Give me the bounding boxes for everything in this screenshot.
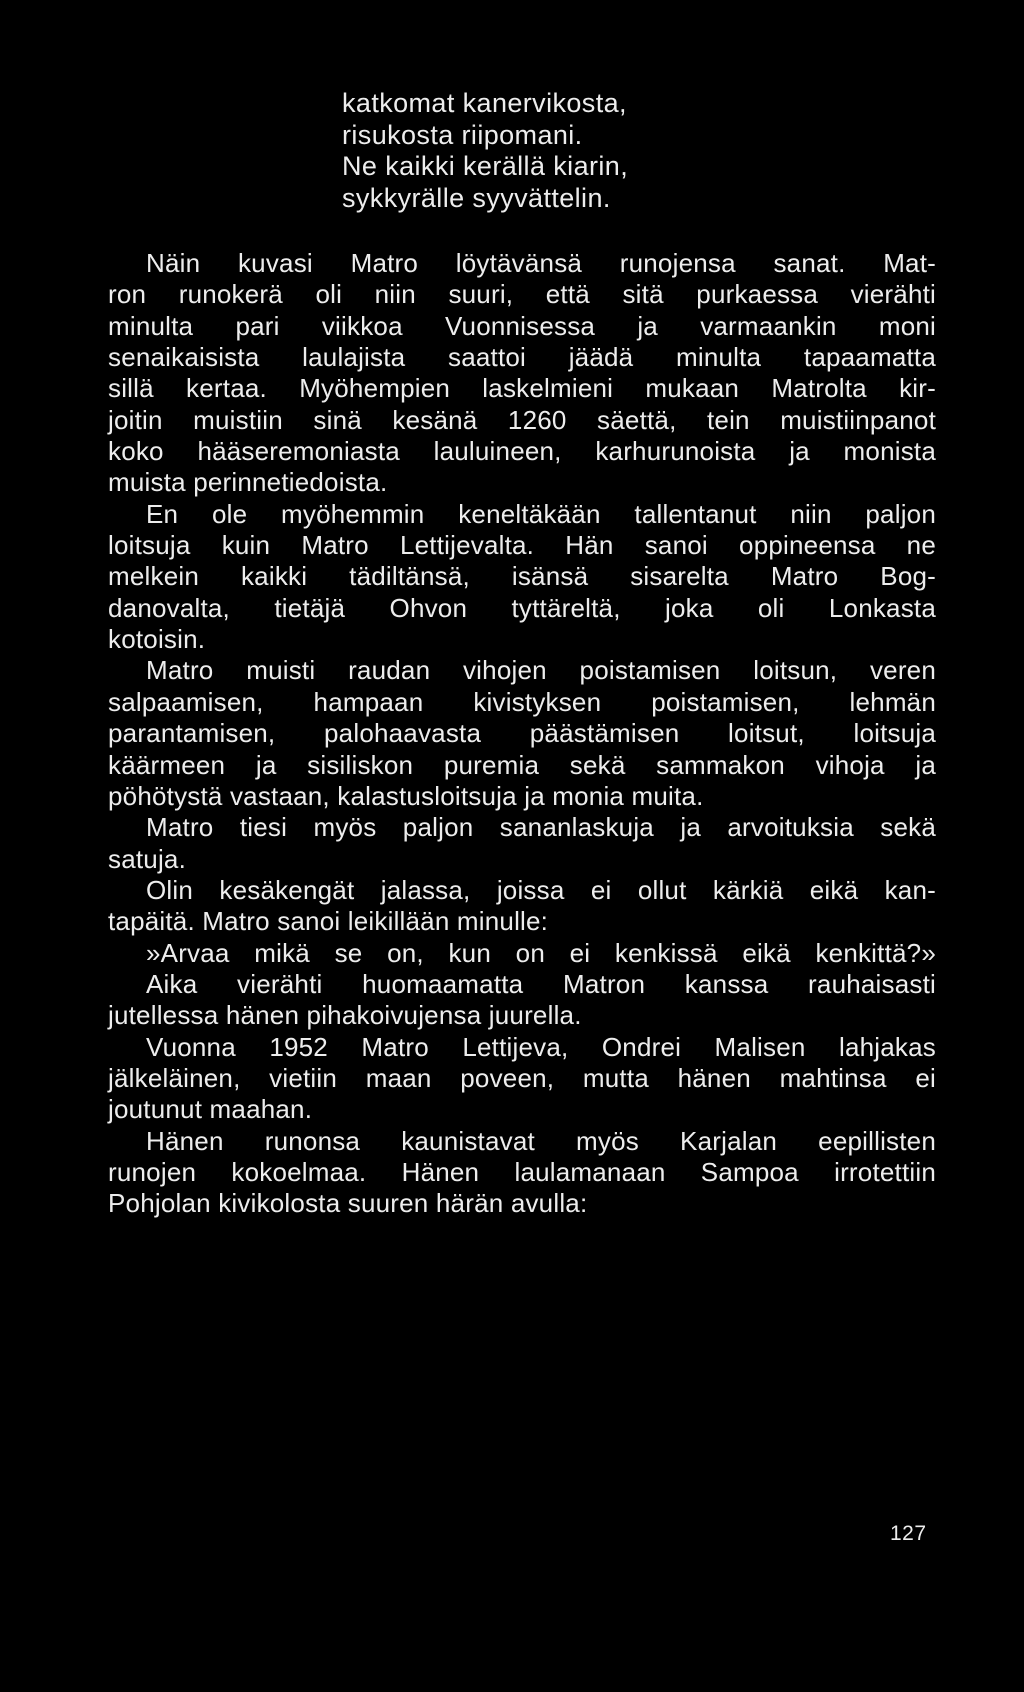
text-line: muista perinnetiedoista. bbox=[108, 467, 388, 498]
text-line: senaikaisista laulajista saattoi jäädä minulta tapaamatta bbox=[108, 342, 936, 373]
text-line: Pohjolan kivikolosta suuren härän avulla: bbox=[108, 1188, 588, 1219]
poem-line: Ne kaikki kerällä kiarin, bbox=[342, 151, 629, 181]
text-line: runojen kokoelmaa. Hänen laulamanaan Sampoa irrotettiin bbox=[108, 1156, 936, 1187]
text-line: parantamisen, palohaavasta päästämisen loitsut, loitsuja bbox=[108, 718, 936, 749]
text-line: sillä kertaa. Myöhempien laskelmieni mukaan Matrolta kir- bbox=[108, 373, 936, 404]
text-line: melkein kaikki tädiltänsä, isänsä sisarelta Matro Bog- bbox=[108, 561, 936, 592]
text-line: pöhötystä vastaan, kalastusloitsuja ja monia muita. bbox=[108, 780, 704, 811]
poem-line: sykkyrälle syyvättelin. bbox=[342, 182, 611, 213]
poem-line: risukosta riipomani. bbox=[342, 119, 583, 150]
text-line: käärmeen ja sisiliskon puremia sekä sammakon vihoja ja bbox=[108, 749, 936, 780]
page-number: 127 bbox=[890, 1522, 927, 1545]
text-line: Aika vierähti huomaamatta Matron kanssa rauhaisasti bbox=[146, 968, 936, 999]
text-line: minulta pari viikkoa Vuonnisessa ja varmaankin moni bbox=[108, 310, 936, 341]
text-line: jälkeläinen, vietiin maan poveen, mutta hänen mahtinsa ei bbox=[108, 1062, 936, 1093]
text-line: Olin kesäkengät jalassa, joissa ei ollut kärkiä eikä kan- bbox=[146, 874, 936, 905]
text-line: ron runokerä oli niin suuri, että sitä purkaessa vierähti bbox=[108, 279, 936, 310]
text-line: satuja. bbox=[108, 843, 187, 874]
text-line: tapäitä. Matro sanoi leikillään minulle: bbox=[108, 906, 549, 937]
text-line: salpaamisen, hampaan kivistyksen poistamisen, lehmän bbox=[108, 686, 936, 717]
text-line: joitin muistiin sinä kesänä 1260 säettä, tein muistiinpanot bbox=[108, 404, 936, 435]
text-line: jutellessa hänen pihakoivujensa juurella. bbox=[108, 1000, 582, 1031]
text-line: Vuonna 1952 Matro Lettijeva, Ondrei Malisen lahjakas bbox=[146, 1031, 936, 1062]
body-text bbox=[108, 248, 936, 1220]
text-line: koko hääseremoniasta lauluineen, karhurunoista ja monista bbox=[108, 436, 936, 467]
text-line: danovalta, tietäjä Ohvon tyttäreltä, joka oli Lonkasta bbox=[108, 592, 936, 623]
text-line: Matro muisti raudan vihojen poistamisen loitsun, veren bbox=[146, 655, 936, 686]
poem-line: katkomat kanervikosta, bbox=[342, 88, 627, 118]
text-line: joutunut maahan. bbox=[108, 1094, 313, 1125]
text-line: Matro tiesi myös paljon sananlaskuja ja arvoituksia sekä bbox=[146, 812, 936, 843]
text-line: Hänen runonsa kaunistavat myös Karjalan eepillisten bbox=[146, 1125, 936, 1156]
poem-stanza bbox=[342, 88, 628, 214]
text-line: En ole myöhemmin keneltäkään tallentanut niin paljon bbox=[146, 498, 936, 529]
text-line: loitsuja kuin Matro Lettijevalta. Hän sanoi oppineensa ne bbox=[108, 530, 936, 561]
text-line: kotoisin. bbox=[108, 624, 206, 655]
text-line: Näin kuvasi Matro löytävänsä runojensa sanat. Mat- bbox=[146, 248, 936, 278]
text-line: »Arvaa mikä se on, kun on ei kenkissä eikä kenkittä?» bbox=[146, 937, 936, 968]
